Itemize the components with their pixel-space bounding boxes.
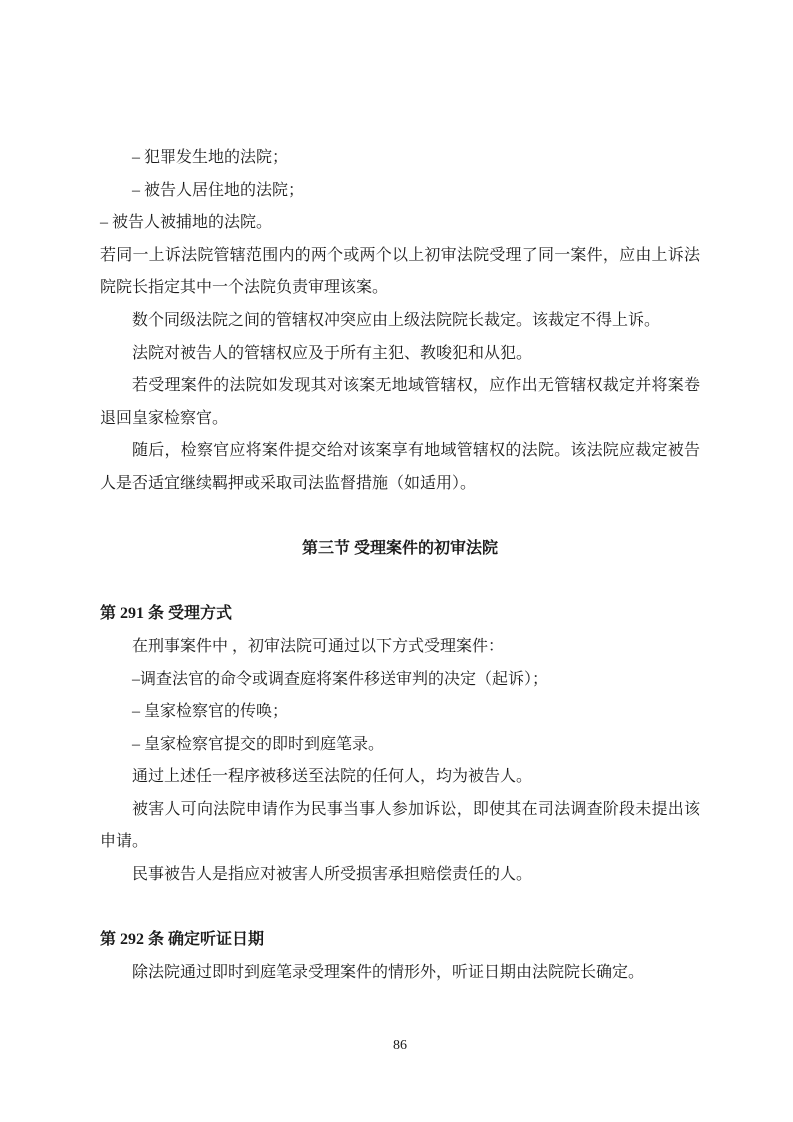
document-body [100,142,700,989]
article-heading-292: 第 292 条 确定听证日期 [100,931,265,949]
article-heading-291: 第 291 条 受理方式 [100,605,233,623]
section-heading: 第三节 受理案件的初审法院 [301,540,498,558]
list-item: –调查法官的命令或调查庭将案件移送审判的决定（起诉）； [132,670,549,688]
list-item: – 皇家检察官提交的即时到庭笔录。 [132,735,385,753]
list-item: – 被告人被捕地的法院。 [100,214,273,232]
page-number: 86 [393,1038,407,1053]
paragraph: 若受理案件的法院如发现其对该案无地域管辖权，应作出无管辖权裁定并将案卷退回皇家检察官。 [100,377,700,427]
list-item: – 皇家检察官的传唤； [132,703,289,721]
paragraph: 在刑事案件中 ，初审法院可通过以下方式受理案件： [132,637,505,655]
paragraph: 除法院通过即时到庭笔录受理案件的情形外，听证日期由法院院长确定。 [132,963,645,981]
paragraph: 随后，检察官应将案件提交给对该案享有地域管辖权的法院。该法院应裁定被告人是否适宜继续羁押或采取司法监督措施（如适用）。 [100,442,700,492]
paragraph: 民事被告人是指应对被害人所受损害承担赔偿责任的人。 [132,866,533,884]
list-item: – 被告人居住地的法院； [132,181,305,199]
paragraph: 被害人可向法院申请作为民事当事人参加诉讼，即使其在司法调查阶段未提出该申请。 [100,800,700,851]
paragraph: 通过上述任一程序被移送至法院的任何人，均为被告人。 [132,768,533,786]
paragraph: 若同一上诉法院管辖范围内的两个或两个以上初审法院受理了同一案件，应由上诉法院院长指定其中一个法院负责审理该案。 [100,246,700,297]
paragraph: 数个同级法院之间的管辖权冲突应由上级法院院长裁定。该裁定不得上诉。 [132,311,661,329]
list-item: – 犯罪发生地的法院； [132,149,289,166]
paragraph: 法院对被告人的管辖权应及于所有主犯、教唆犯和从犯。 [132,344,533,362]
